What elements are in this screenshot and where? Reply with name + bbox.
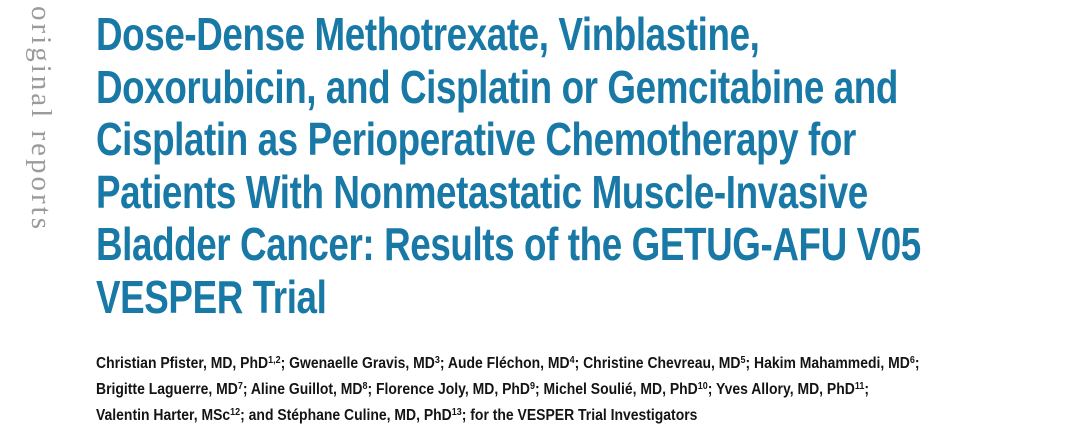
author-line-1: Christian Pfister, MD, PhD$^{1,2}$; Gwenaelle Gravis, $MD^3$; Aude Fléchon, $MD^4$; Christine Chevreau, $MD^5$; Hakim Mahammedi, $MD^6$; bbox=[96, 355, 920, 372]
article-title-line-3: Cisplatin as Perioperative Chemotherapy for bbox=[96, 113, 856, 165]
author-line-2: Brigitte Laguerre, $MD^7$; Aline Guillot, $MD^8$; Florence Joly, MD, PhD$^9$; Michel Soulié, MD, PhD$^{10}$; Yves Allory, MD, PhD$^{11}$; bbox=[96, 381, 869, 398]
article-title-line-4: Patients With Nonmetastatic Muscle-Invasive bbox=[96, 165, 868, 218]
article-title-line-1: Dose-Dense Methotrexate, Vinblastine, bbox=[96, 8, 760, 60]
article-header-content bbox=[96, 8, 1076, 429]
article-title-line-5: Bladder Cancer: Results of the GETUG-AFU V05 bbox=[96, 218, 921, 270]
article-title bbox=[96, 8, 1076, 323]
author-list bbox=[96, 351, 1076, 429]
journal-section-label: original reports bbox=[25, 6, 57, 232]
article-title-line-6: VESPER Trial bbox=[96, 270, 327, 323]
author-line-3: Valentin Harter, MSc$^{12}$; and Stéphane Culine, MD, PhD$^{13}$; for the VESPER Trial Investigators bbox=[96, 407, 698, 424]
article-title-line-2: Doxorubicin, and Cisplatin or Gemcitabine and bbox=[96, 60, 898, 113]
